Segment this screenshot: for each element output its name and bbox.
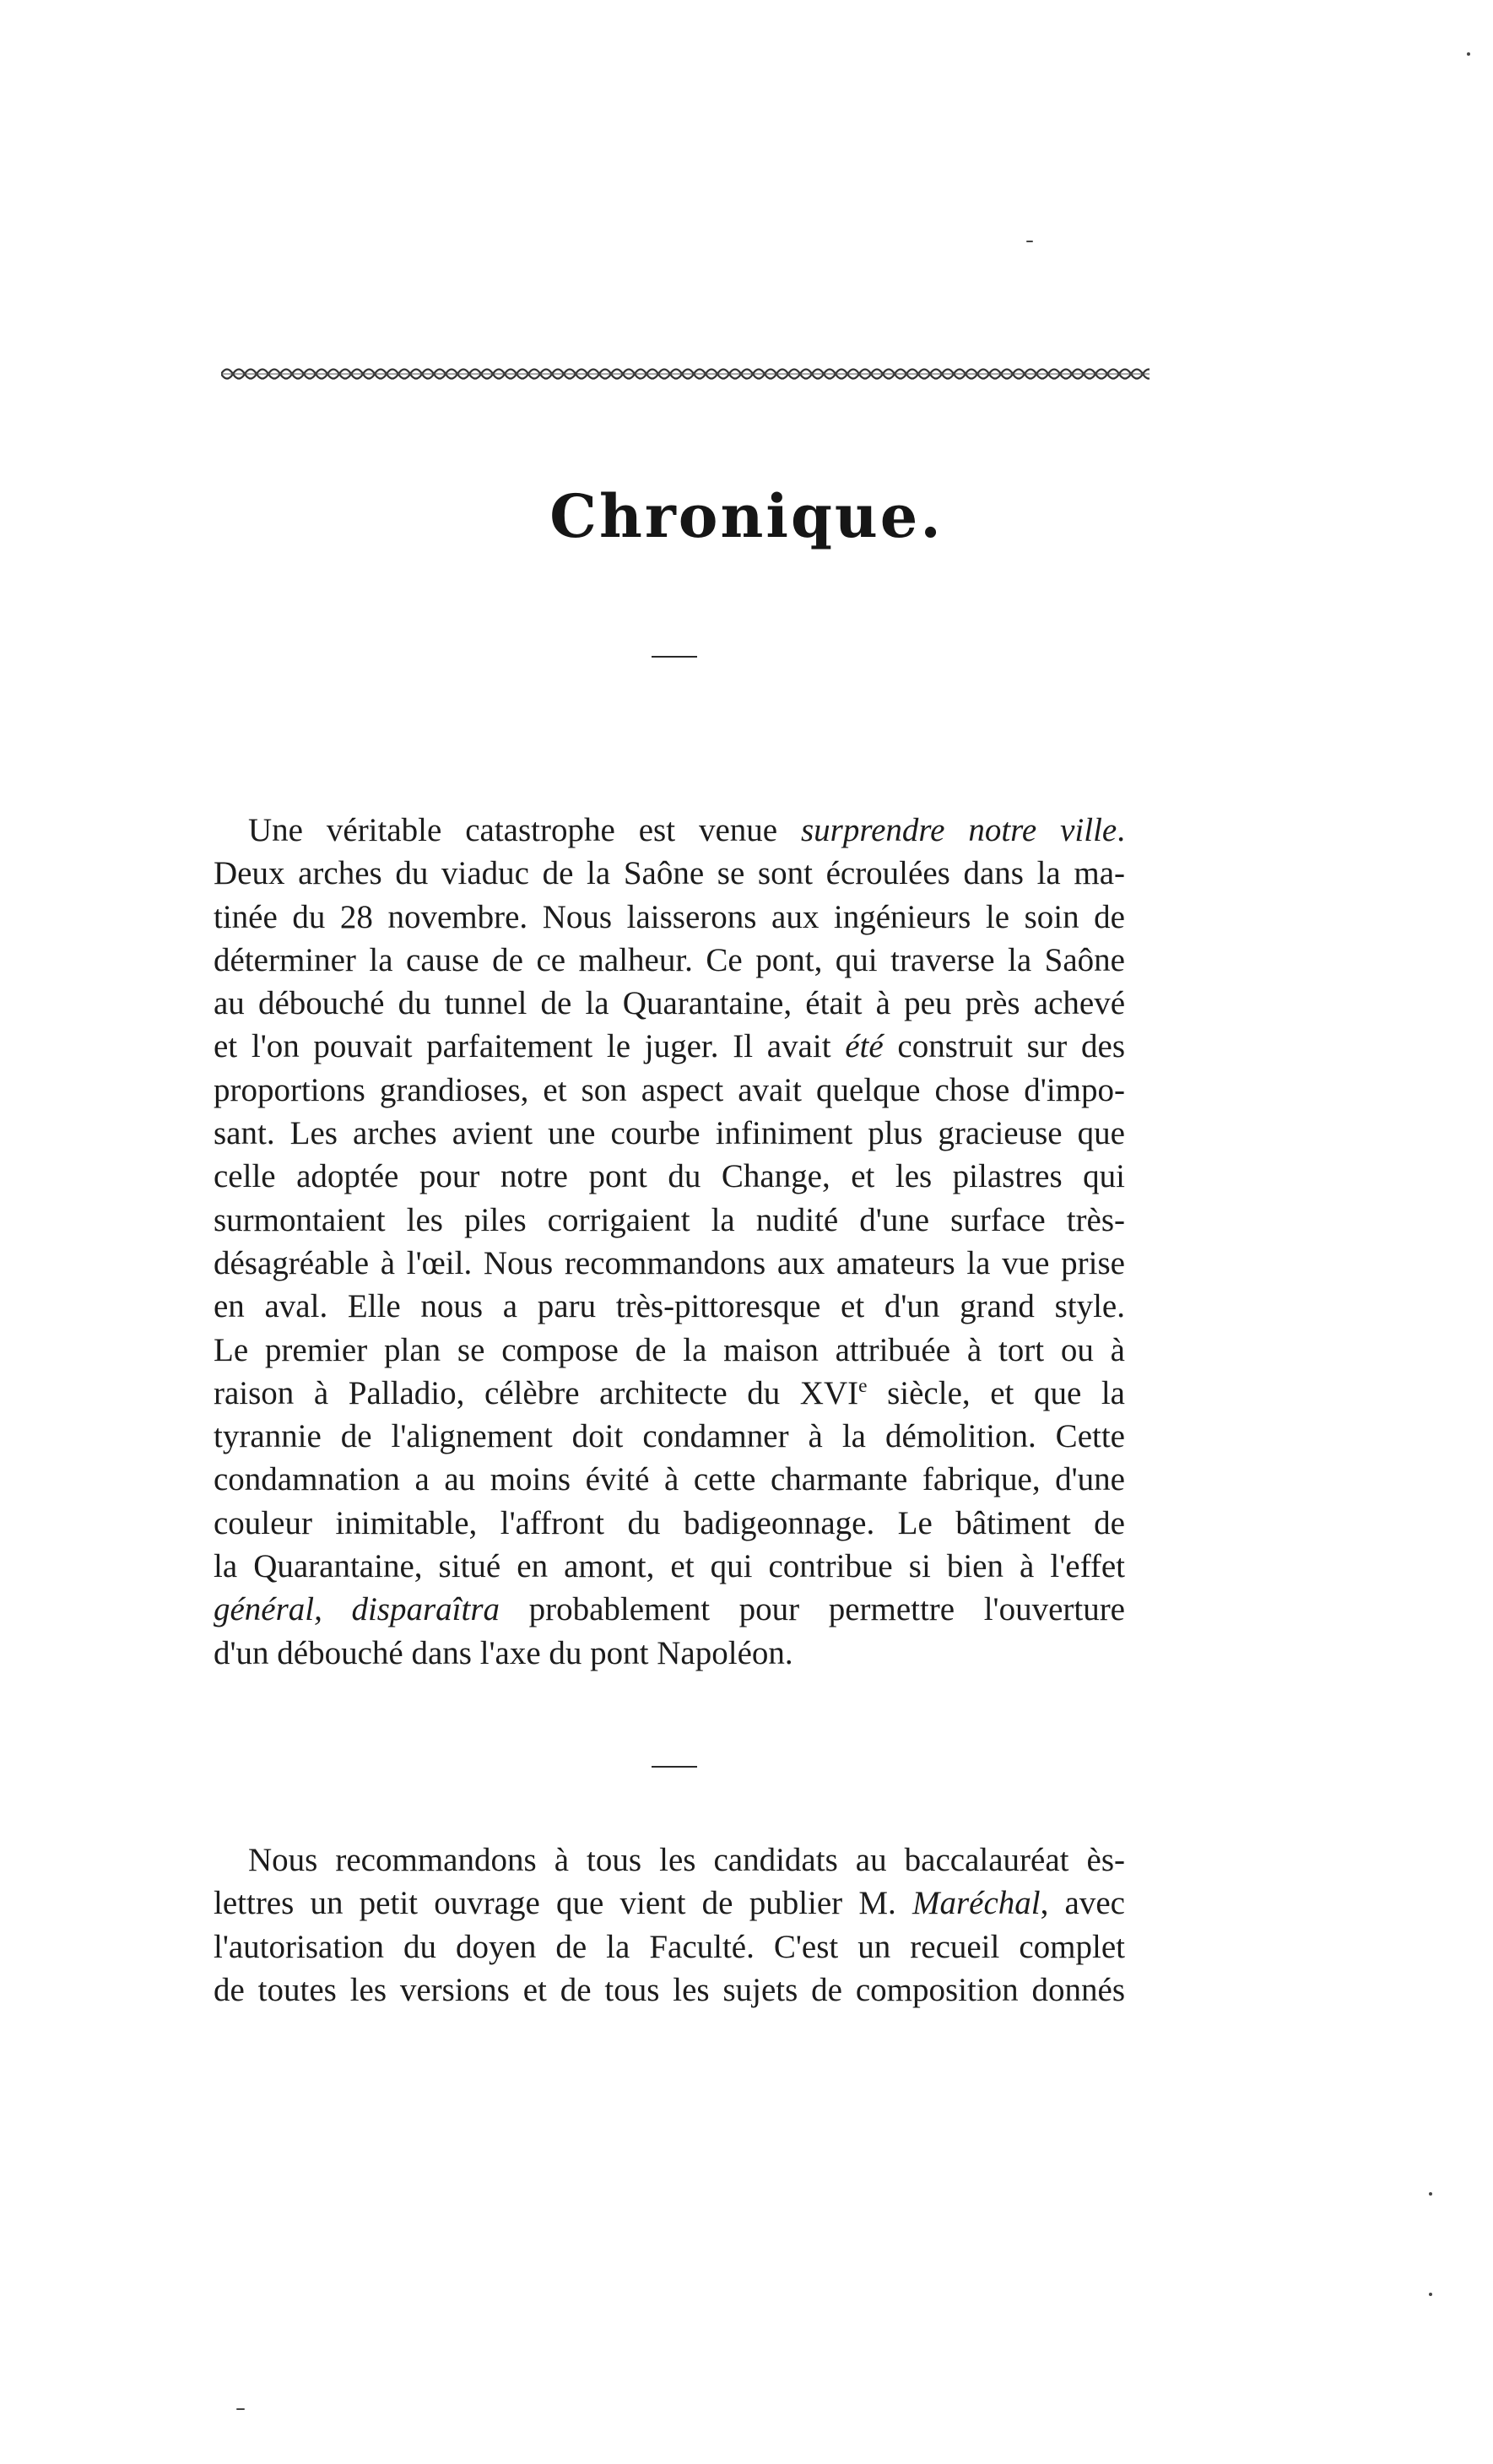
text-line: d'un débouché dans l'axe du pont Napoléon. (214, 1634, 793, 1671)
paper-speck (1026, 241, 1033, 242)
text-line: Deux arches du viaduc de la Saône se sont écroulées dans la ma- (214, 855, 1125, 892)
text-line: tinée du 28 novembre. Nous laisserons aux ingénieurs le soin de (214, 898, 1125, 935)
text-line: Nous recommandons à tous les candidats au baccalauréat ès- (248, 1842, 1125, 1878)
text-line: raison à Palladio, célèbre architecte du XVIe siècle, et que la (214, 1374, 1125, 1411)
text-line: Le premier plan se compose de la maison attribuée à tort ou à (214, 1331, 1125, 1368)
ornamental-rule-icon (221, 361, 1150, 387)
text-line: et l'on pouvait parfaitement le juger. Il avait été construit sur des (214, 1028, 1125, 1065)
text-line: en aval. Elle nous a paru très-pittoresque et d'un grand style. (214, 1288, 1125, 1325)
text-line: celle adoptée pour notre pont du Change, et les pilastres qui (214, 1158, 1125, 1195)
text-line: sant. Les arches avient une courbe infiniment plus gracieuse que (214, 1115, 1125, 1152)
text-line: déterminer la cause de ce malheur. Ce pont, qui traverse la Saône (214, 941, 1125, 978)
paper-speck (1429, 2192, 1432, 2196)
article-paragraph-2 (214, 1839, 1125, 2012)
text-line: couleur inimitable, l'affront du badigeonnage. Le bâtiment de (214, 1504, 1125, 1541)
section-divider (652, 1766, 697, 1768)
text-line: au débouché du tunnel de la Quarantaine, était à peu près achevé (214, 985, 1125, 1022)
text-line: tyrannie de l'alignement doit condamner à la démolition. Cette (214, 1418, 1125, 1455)
text-line: lettres un petit ouvrage que vient de publier M. Maréchal, avec (214, 1885, 1125, 1922)
text-line: surmontaient les piles corrigaient la nudité d'une surface très- (214, 1201, 1125, 1238)
text-line: la Quarantaine, situé en amont, et qui contribue si bien à l'effet (214, 1548, 1125, 1585)
paper-speck (1429, 2293, 1432, 2296)
text-line: Une véritable catastrophe est venue surprendre notre ville. (248, 812, 1125, 848)
page-title: Chronique. (549, 481, 944, 551)
text-line: proportions grandioses, et son aspect avait quelque chose d'impo- (214, 1071, 1125, 1108)
text-line: condamnation a au moins évité à cette charmante fabrique, d'une (214, 1461, 1125, 1498)
text-line: désagréable à l'œil. Nous recommandons aux amateurs la vue prise (214, 1244, 1125, 1281)
paper-speck (1467, 52, 1470, 56)
paper-speck (236, 2408, 245, 2410)
text-line: de toutes les versions et de tous les sujets de composition donnés (214, 1971, 1125, 2008)
text-line: l'autorisation du doyen de la Faculté. C'est un recueil complet (214, 1928, 1125, 1965)
text-line: général, disparaîtra probablement pour permettre l'ouverture (214, 1591, 1125, 1628)
section-divider (652, 656, 697, 658)
article-paragraph-1 (214, 809, 1125, 1675)
